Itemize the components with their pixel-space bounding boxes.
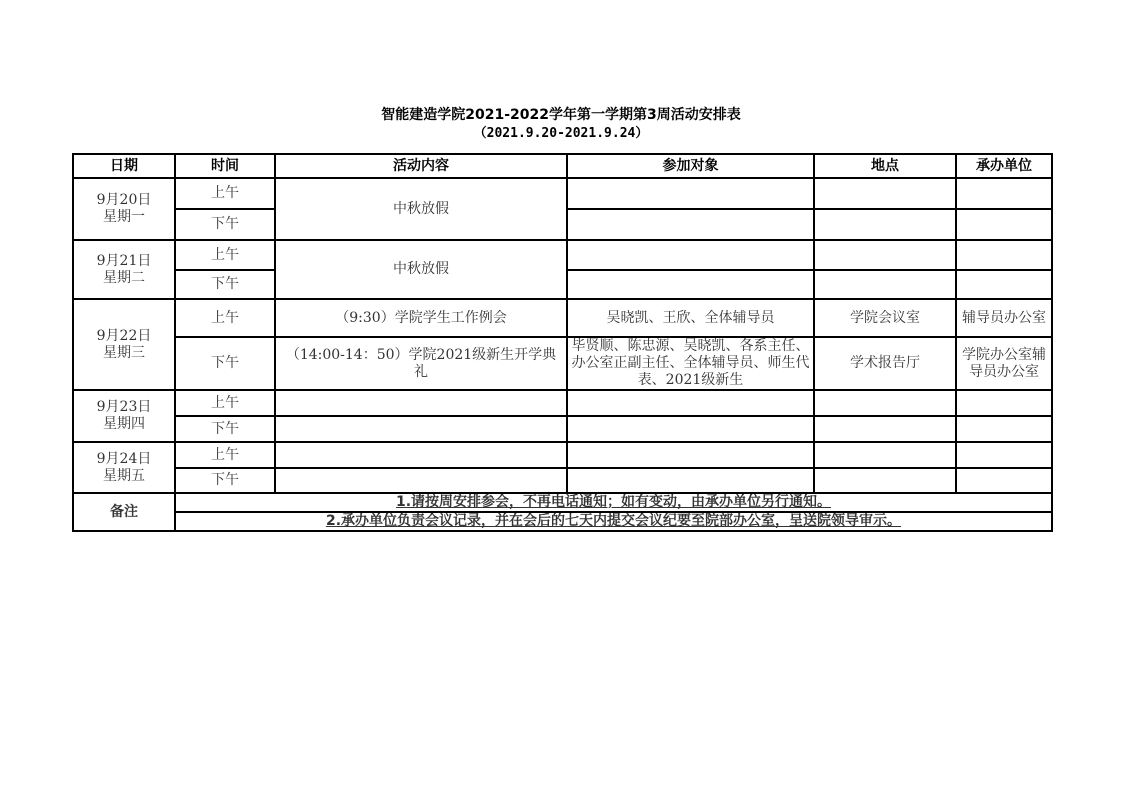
date-cell: 9月21日 星期二 [73, 240, 175, 299]
time-cell: 上午 [175, 442, 275, 468]
organizer-cell [956, 416, 1052, 442]
remark-item-1: 1.请按周安排参会，不再电话通知；如有变动，由承办单位另行通知。 [175, 493, 1052, 512]
date-cell: 9月20日 星期一 [73, 178, 175, 240]
table-row [73, 390, 1052, 416]
col-header-time: 时间 [175, 154, 275, 178]
content-cell [275, 390, 567, 416]
organizer-cell [956, 442, 1052, 468]
col-header-participants: 参加对象 [567, 154, 814, 178]
content-cell [275, 468, 567, 493]
time-cell: 下午 [175, 468, 275, 493]
location-cell: 学术报告厅 [814, 337, 956, 390]
participants-cell [567, 270, 814, 299]
col-header-content: 活动内容 [275, 154, 567, 178]
location-cell [814, 209, 956, 240]
date-cell: 9月22日 星期三 [73, 299, 175, 390]
time-cell: 上午 [175, 178, 275, 209]
location-cell [814, 270, 956, 299]
content-cell: （9:30）学院学生工作例会 [275, 299, 567, 337]
time-cell: 下午 [175, 270, 275, 299]
organizer-cell: 学院办公室辅导员办公室 [956, 337, 1052, 390]
date-cell: 9月24日 星期五 [73, 442, 175, 493]
location-cell [814, 390, 956, 416]
organizer-cell [956, 209, 1052, 240]
location-cell [814, 416, 956, 442]
organizer-cell [956, 390, 1052, 416]
table-row [73, 468, 1052, 493]
organizer-cell [956, 240, 1052, 270]
content-cell [275, 442, 567, 468]
organizer-cell: 辅导员办公室 [956, 299, 1052, 337]
table-row [73, 299, 1052, 337]
organizer-cell [956, 468, 1052, 493]
table-row [73, 337, 1052, 390]
table-row [73, 416, 1052, 442]
organizer-cell [956, 178, 1052, 209]
content-cell [275, 416, 567, 442]
col-header-organizer: 承办单位 [956, 154, 1052, 178]
time-cell: 下午 [175, 337, 275, 390]
location-cell [814, 178, 956, 209]
document-title: 智能建造学院2021-2022学年第一学期第3周活动安排表 [381, 107, 741, 123]
location-cell [814, 468, 956, 493]
date-range: （2021.9.20-2021.9.24） [473, 126, 649, 141]
col-header-date: 日期 [73, 154, 175, 178]
content-cell: 中秋放假 [275, 178, 567, 240]
location-cell: 学院会议室 [814, 299, 956, 337]
remarks-row [73, 512, 1052, 531]
participants-cell [567, 416, 814, 442]
participants-cell [567, 468, 814, 493]
participants-cell [567, 240, 814, 270]
activity-schedule-table [72, 153, 1053, 532]
participants-cell: 毕贤顺、陈忠源、吴晓凯、各系主任、办公室正副主任、全体辅导员、师生代表、2021级新生 [567, 337, 814, 390]
header-row [73, 154, 1052, 178]
location-cell [814, 240, 956, 270]
content-cell: 中秋放假 [275, 240, 567, 299]
table-row [73, 240, 1052, 270]
time-cell: 下午 [175, 416, 275, 442]
participants-cell: 吴晓凯、王欣、全体辅导员 [567, 299, 814, 337]
time-cell: 上午 [175, 390, 275, 416]
participants-cell [567, 178, 814, 209]
remark-item-2: 2.承办单位负责会议记录，并在会后的七天内提交会议纪要至院部办公室，呈送院领导审示。 [175, 512, 1052, 531]
table-row [73, 442, 1052, 468]
participants-cell [567, 390, 814, 416]
remarks-row [73, 493, 1052, 512]
participants-cell [567, 209, 814, 240]
organizer-cell [956, 270, 1052, 299]
time-cell: 上午 [175, 299, 275, 337]
content-cell: （14:00-14：50）学院2021级新生开学典礼 [275, 337, 567, 390]
location-cell [814, 442, 956, 468]
time-cell: 上午 [175, 240, 275, 270]
participants-cell [567, 442, 814, 468]
col-header-location: 地点 [814, 154, 956, 178]
time-cell: 下午 [175, 209, 275, 240]
remarks-label: 备注 [73, 493, 175, 531]
table-row [73, 178, 1052, 209]
date-cell: 9月23日 星期四 [73, 390, 175, 442]
